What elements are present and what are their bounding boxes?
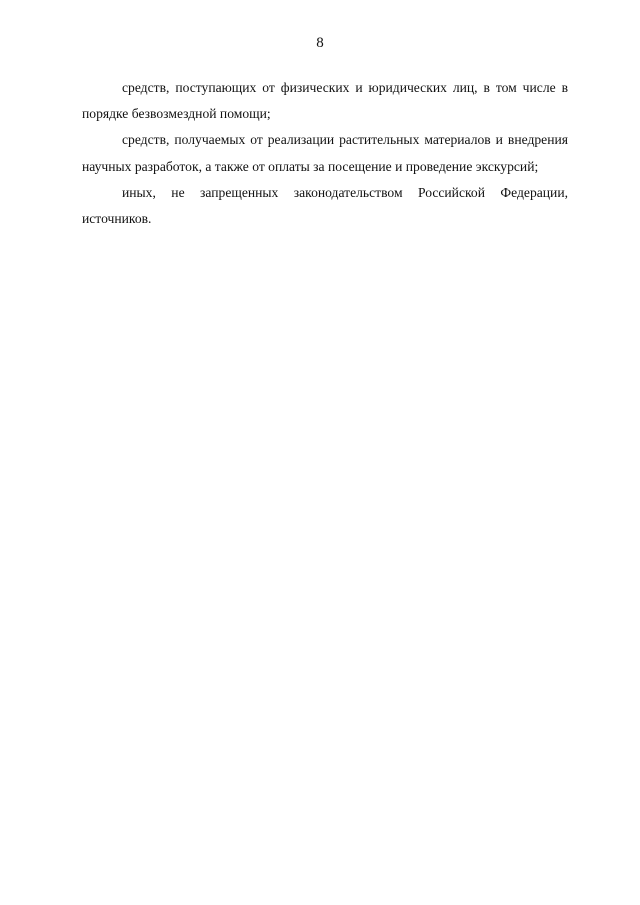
document-body <box>82 75 568 232</box>
paragraph-funding-plant-materials: средств, получаемых от реализации растительных материалов и внедрения научных разработок, а также от оплаты за посещение и проведение экскурсий; <box>82 132 568 174</box>
page-number: 8 <box>316 35 324 51</box>
paragraph-funding-other-sources: иных, не запрещенных законодательством Российской Федерации, источников. <box>82 184 568 227</box>
paragraph-funding-individuals: средств, поступающих от физических и юридических лиц, в том числе в порядке безвозмездной помощи; <box>82 80 568 122</box>
